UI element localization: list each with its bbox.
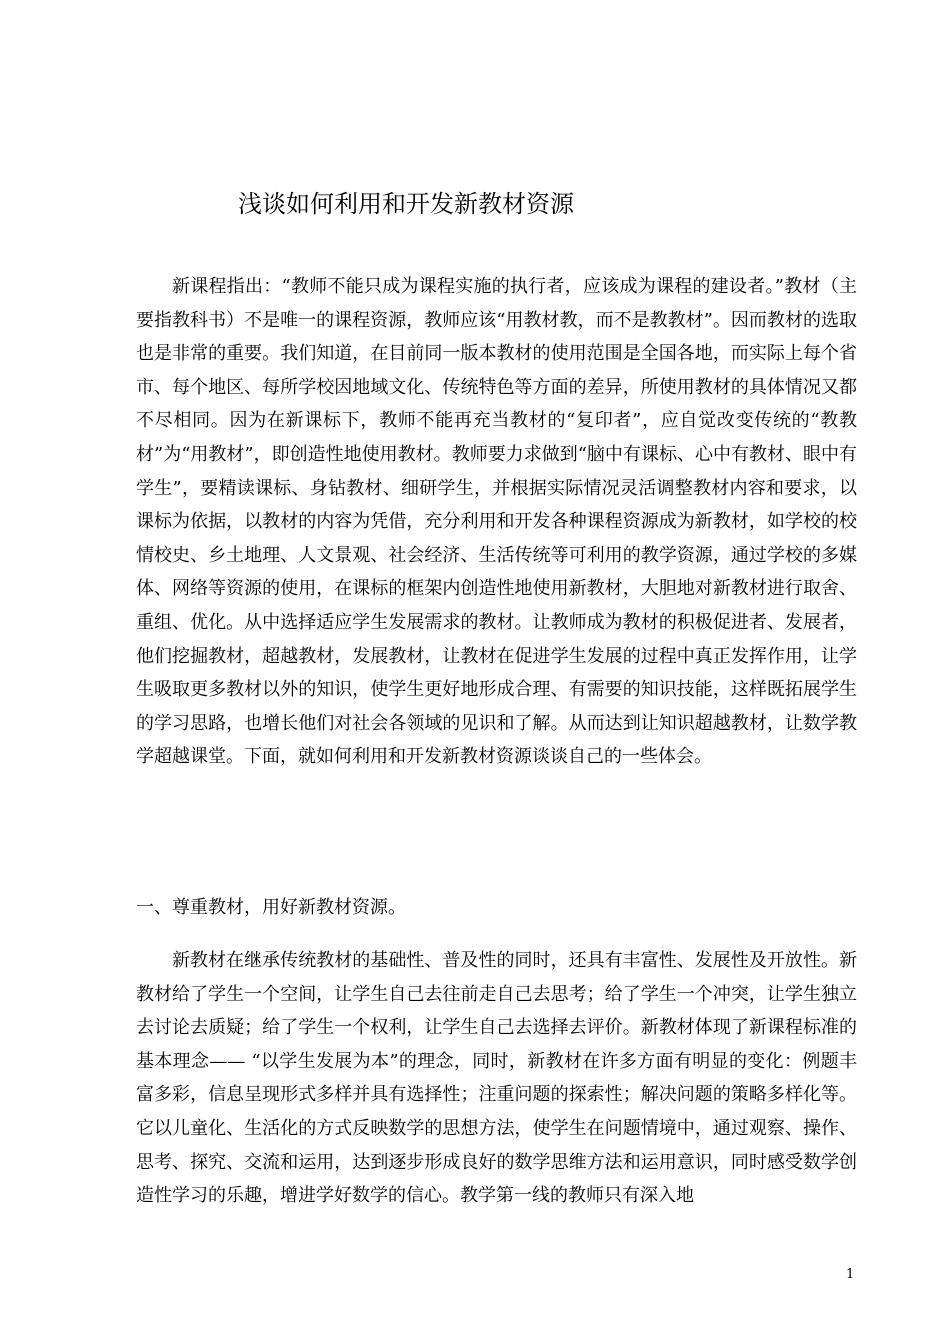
page-number: 1 bbox=[846, 1267, 855, 1282]
body-paragraph: 新教材在继承传统教材的基础性、普及性的同时，还具有丰富性、发展性及开放性。新教材给了学生一个空间，让学生自己去往前走自己去思考；给了学生一个冲突，让学生独立去讨论去质疑；给了学生一个权利，让学生自己去选择去评价。新教材体现了新课程标准的基本理念—— “以学生发展为本”的理念，同时，新教材在许多方面有明显的变化：例题丰富多彩，信息呈现形式多样并具有选择性；注重问题的探索性；解决问题的策略多样化等。它以儿童化、生活化的方式反映数学的思想方法，使学生在问题情境中，通过观察、操作、思考、探究、交流和运用，达到逐步形成良好的数学思维方法和运用意识，同时感受数学创造性学习的乐趣，增进学好数学的信心。教学第一线的教师只有深入地 bbox=[136, 950, 857, 1207]
section-heading: 一、尊重教材，用好新教材资源。 bbox=[136, 897, 406, 918]
body-paragraph: 新课程指出：“教师不能只成为课程实施的执行者，应该成为课程的建设者。”教材（主要指教科书）不是唯一的课程资源，教师应该“用教材教，而不是教教材”。因而教材的选取也是非常的重要。我们知道，在目前同一版本教材的使用范围是全国各地，而实际上每个省市、每个地区、每所学校因地域文化、传统特色等方面的差异，所使用教材的具体情况又都不尽相同。因为在新课标下，教师不能再充当教材的“复印者”，应自觉改变传统的“教教材”为“用教材”，即创造性地使用教材。教师要力求做到“脑中有课标、心中有教材、眼中有学生”，要精读课标、身钻教材、细研学生，并根据实际情况灵活调整教材内容和要求，以课标为依据，以教材的内容为凭借，充分利用和开发各种课程资源成为新教材，如学校的校情校史、乡土地理、人文景观、社会经济、生活传统等可利用的教学资源，通过学校的多媒体、网络等资源的使用，在课标的框架内创造性地使用新教材，大胆地对新教材进行取舍、重组、优化。从中选择适应学生发展需求的教材。让教师成为教材的积极促进者、发展者，他们挖掘教材，超越教材，发展教材，让教材在促进学生发展的过程中真正发挥作用，让学生吸取更多教材以外的知识，使学生更好地形成合理、有需要的知识技能，这样既拓展学生的学习思路，也增长他们对社会各领域的见识和了解。从而达到让知识超越教材，让数学教学超越课堂。下面，就如何利用和开发新教材资源谈谈自己的一些体会。 bbox=[136, 276, 857, 768]
document-title: 浅谈如何利用和开发新教材资源 bbox=[238, 190, 574, 218]
